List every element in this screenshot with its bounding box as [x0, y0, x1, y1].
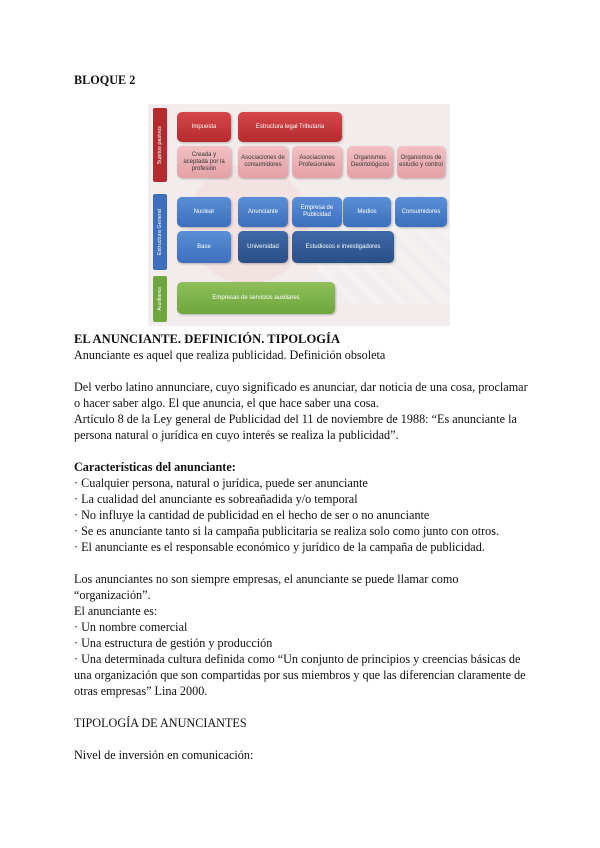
paragraph-line: una organización que son compartidas por sus miembros y que las diferencian claramente de: [74, 668, 526, 682]
structure-diagram: [148, 104, 450, 326]
list-item: · La cualidad del anunciante es sobreañadida y/o temporal: [74, 492, 358, 506]
definition-line: Anunciante es aquel que realiza publicidad. Definición obsoleta: [74, 348, 386, 362]
sidebar-estructura-general: Estructura General: [153, 194, 167, 270]
list-item: · El anunciante es el responsable económico y jurídico de la campaña de publicidad.: [74, 540, 485, 554]
box-estructura-legal: Estructura legal Tributaria: [238, 112, 342, 142]
box-universidad: Universidad: [238, 231, 288, 263]
paragraph-line: otras empresas” Lina 2000.: [74, 684, 208, 698]
section-title: EL ANUNCIANTE. DEFINICIÓN. TIPOLOGÍA: [74, 332, 341, 346]
paragraph-line: El anunciante es:: [74, 604, 158, 618]
box-base: Base: [177, 231, 231, 263]
paragraph-line: Nivel de inversión en comunicación:: [74, 748, 254, 762]
bloque-title: BLOQUE 2: [74, 73, 136, 87]
paragraph-line: o hacer saber algo. El que anuncia, el que hace saber una cosa.: [74, 396, 379, 410]
box-anunciante: Anunciante: [238, 197, 288, 227]
box-impuesta: Impuesta: [177, 112, 231, 142]
paragraph-line: Artículo 8 de la Ley general de Publicidad del 11 de noviembre de 1988: “Es anunciante la: [74, 412, 517, 426]
box-empresa-publicidad: Empresa de Publicidad: [292, 197, 342, 227]
list-item: · No influye la cantidad de publicidad en el hecho de ser o no anunciante: [74, 508, 430, 522]
sidebar-sujetos-pasivos: Sujetos pasivos: [153, 108, 167, 182]
box-organismos-deontologicos: Organismos Deontológicos: [347, 146, 393, 178]
paragraph-line: Los anunciantes no son siempre empresas, el anunciante se puede llamar como: [74, 572, 459, 586]
box-estudiosos: Estudiosos e investigadores: [292, 231, 394, 263]
list-item: · Cualquier persona, natural o jurídica, puede ser anunciante: [74, 476, 368, 490]
paragraph-line: “organización”.: [74, 588, 151, 602]
tipologia-heading: TIPOLOGÍA DE ANUNCIANTES: [74, 716, 247, 730]
box-nuclear: Nuclear: [177, 197, 231, 227]
box-medios: Medios: [343, 197, 391, 227]
box-consumidores: Consumidores: [395, 197, 447, 227]
box-creada-profesion: Creada y aceptada por la profesión: [177, 146, 231, 178]
list-item: · Un nombre comercial: [74, 620, 188, 634]
box-asociaciones-profesionales: Asociaciones Profesionales: [292, 146, 342, 178]
box-organismos-estudio: Organismos de estudio y control: [397, 146, 445, 178]
paragraph-line: persona natural o jurídica en cuyo interés se realiza la publicidad”.: [74, 428, 399, 442]
characteristics-heading: Características del anunciante:: [74, 460, 236, 474]
box-asociaciones-consumidores: Asociaciones de consumidores: [238, 146, 288, 178]
box-empresas-auxiliares: Empresas de servicios auxiliares: [177, 282, 335, 314]
list-item: · Una estructura de gestión y producción: [74, 636, 273, 650]
list-item: · Una determinada cultura definida como “Un conjunto de principios y creencias básicas de: [74, 652, 521, 666]
sidebar-auxiliares: Auxiliares: [153, 276, 167, 322]
paragraph-line: Del verbo latino annunciare, cuyo significado es anunciar, dar noticia de una cosa, proclamar: [74, 380, 528, 394]
list-item: · Se es anunciante tanto si la campaña publicitaria se realiza solo como junto con otros.: [74, 524, 500, 538]
